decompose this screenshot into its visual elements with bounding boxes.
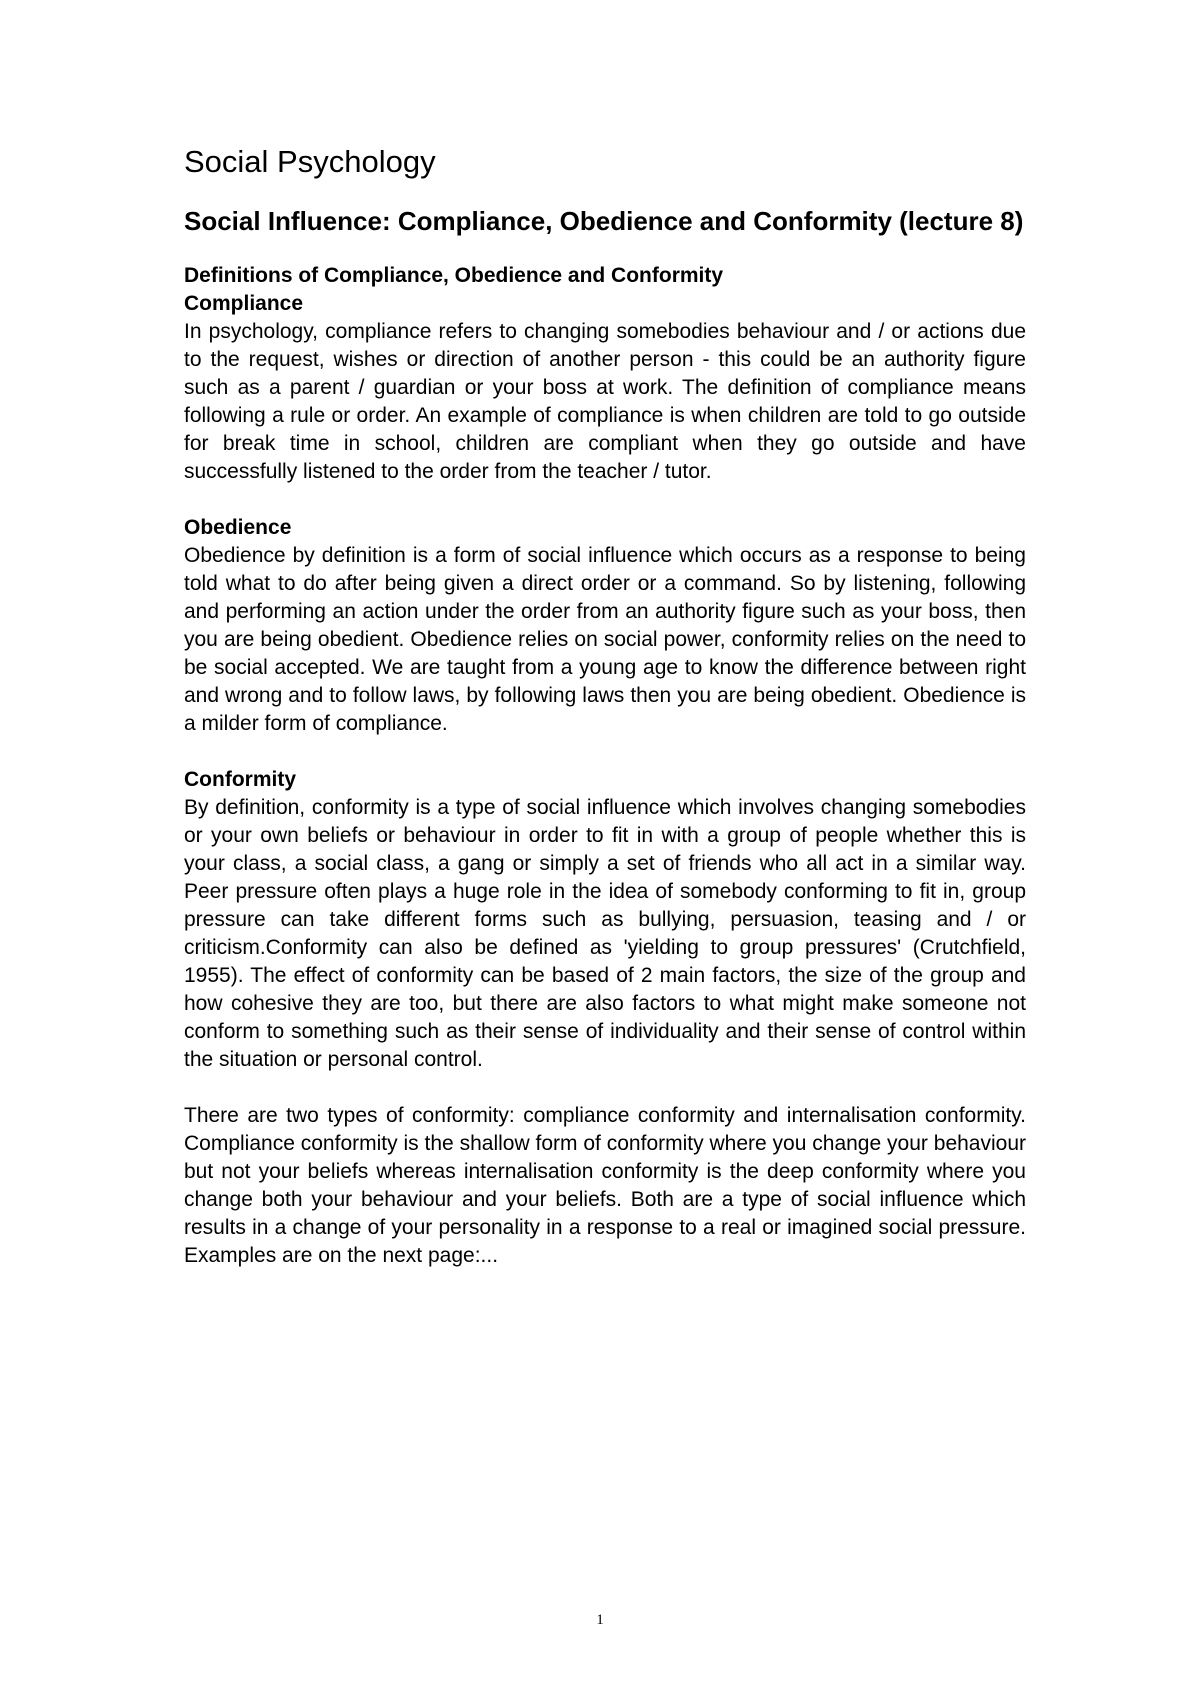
page-content: [184, 142, 1026, 1270]
compliance-heading: Compliance: [184, 292, 304, 315]
obedience-paragraph: Obedience by definition is a form of social influence which occurs as a response to being told what to do after being given a direct order or a command. So by listening, following and performing an action under the order from an authority figure such as your boss, then you are being obedient. Obedience relies on social power, conformity relies on the need to be social accepted. We are taught from a young age to know the difference between right and wrong and to follow laws, by following laws then you are being obedient. Obedience is a milder form of compliance.: [184, 544, 1026, 735]
document-subtitle: Social Influence: Compliance, Obedience and Conformity (lecture 8): [184, 206, 1024, 236]
page-number: 1: [596, 1612, 604, 1628]
compliance-paragraph: In psychology, compliance refers to changing somebodies behaviour and / or actions due to the request, wishes or direction of another person - this could be an authority figure such as a parent / guardian or your boss at work. The definition of compliance means following a rule or order. An example of compliance is when children are told to go outside for break time in school, children are compliant when they go outside and have successfully listened to the order from the teacher / tutor.: [184, 320, 1026, 483]
obedience-heading: Obedience: [184, 516, 292, 539]
conformity-paragraph: By definition, conformity is a type of social influence which involves changing somebodies or your own beliefs or behaviour in order to fit in with a group of people whether this is your class, a social class, a gang or simply a set of friends who all act in a similar way. Peer pressure often plays a huge role in the idea of somebody conforming to fit in, group pressure can take different forms such as bullying, persuasion, teasing and / or criticism.Conformity can also be defined as 'yielding to group pressures' (Crutchfield, 1955). The effect of conformity can be based of 2 main factors, the size of the group and how cohesive they are too, but there are also factors to what might make someone not conform to something such as their sense of individuality and their sense of control within the situation or personal control.: [184, 796, 1026, 1071]
document-title: Social Psychology: [184, 144, 436, 179]
conformity-types-paragraph: There are two types of conformity: compliance conformity and internalisation conformity. Compliance conformity is the shallow form of conformity where you change your behaviour but not your beliefs whereas internalisation conformity is the deep conformity where you change both your behaviour and your beliefs. Both are a type of social influence which results in a change of your personality in a response to a real or imagined social pressure. Examples are on the next page:...: [184, 1104, 1026, 1267]
definitions-heading: Definitions of Compliance, Obedience and Conformity: [184, 264, 724, 287]
conformity-heading: Conformity: [184, 768, 296, 791]
